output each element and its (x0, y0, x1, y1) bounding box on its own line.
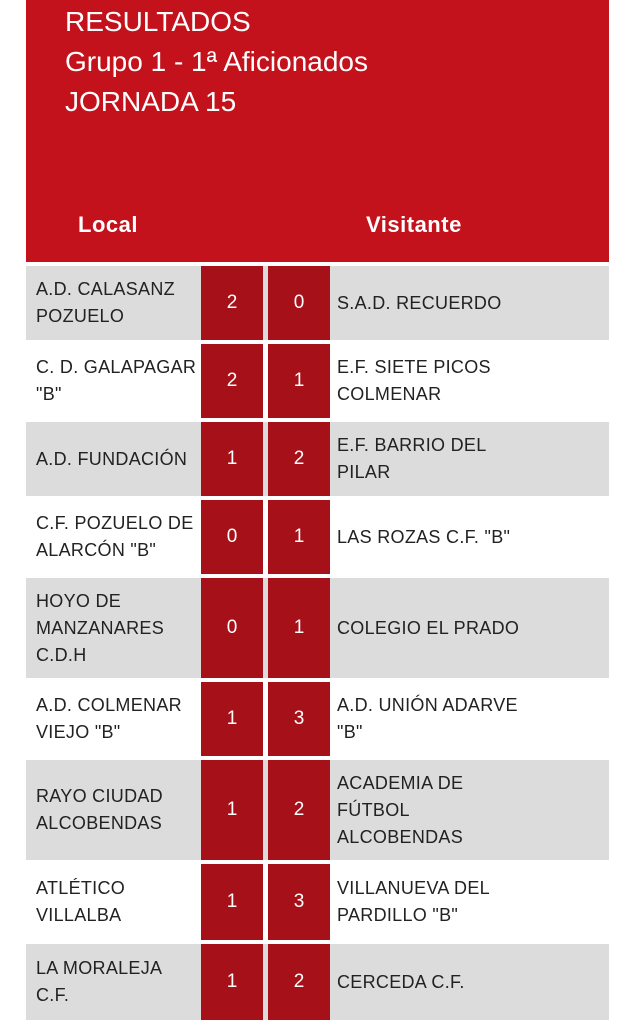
table-row (26, 682, 609, 756)
local-team: LA MORALEJA C.F. (36, 958, 162, 1005)
local-team: A.D. CALASANZ POZUELO (36, 279, 175, 326)
visitor-team: A.D. UNIÓN ADARVE "B" (337, 695, 518, 742)
round-label: JORNADA 15 (65, 86, 237, 117)
away-score: 2 (268, 422, 330, 496)
results-table (26, 0, 609, 1024)
home-score: 0 (201, 500, 263, 574)
home-score: 2 (201, 266, 263, 340)
away-score: 2 (268, 944, 330, 1020)
local-team: A.D. COLMENAR VIEJO "B" (36, 695, 182, 742)
table-row (26, 864, 609, 940)
away-score: 0 (268, 266, 330, 340)
table-row (26, 944, 609, 1020)
visitor-team: E.F. BARRIO DEL PILAR (337, 435, 486, 482)
away-score: 3 (268, 682, 330, 756)
table-row (26, 760, 609, 860)
away-score: 3 (268, 864, 330, 940)
visitor-team: ACADEMIA DE FÚTBOL ALCOBENDAS (337, 772, 464, 847)
group-label: Grupo 1 - 1ª Aficionados (65, 46, 368, 77)
home-score: 0 (201, 578, 263, 678)
table-row (26, 422, 609, 496)
page-title: RESULTADOS (65, 6, 251, 37)
local-team: ATLÉTICO VILLALBA (36, 878, 126, 925)
visitor-team: E.F. SIETE PICOS COLMENAR (337, 357, 491, 404)
away-score: 2 (268, 760, 330, 860)
visitor-team: LAS ROZAS C.F. "B" (337, 526, 511, 547)
away-score: 1 (268, 344, 330, 418)
table-row (26, 500, 609, 574)
local-team: C. D. GALAPAGAR "B" (36, 357, 197, 404)
visitor-team: COLEGIO EL PRADO (337, 617, 520, 638)
local-team: A.D. FUNDACIÓN (36, 448, 188, 469)
local-team: HOYO DE MANZANARES C.D.H (36, 590, 165, 665)
visitor-team: S.A.D. RECUERDO (337, 292, 502, 313)
local-team: C.F. POZUELO DE ALARCÓN "B" (36, 513, 194, 560)
column-header-visitor: Visitante (366, 212, 462, 237)
home-score: 1 (201, 422, 263, 496)
table-row (26, 266, 609, 340)
visitor-team: CERCEDA C.F. (337, 971, 465, 992)
results-card (26, 0, 609, 1024)
away-score: 1 (268, 578, 330, 678)
local-team: RAYO CIUDAD ALCOBENDAS (36, 786, 163, 833)
table-row (26, 578, 609, 678)
home-score: 1 (201, 944, 263, 1020)
home-score: 1 (201, 682, 263, 756)
home-score: 1 (201, 864, 263, 940)
table-row (26, 344, 609, 418)
home-score: 2 (201, 344, 263, 418)
home-score: 1 (201, 760, 263, 860)
column-header-local: Local (78, 212, 138, 237)
away-score: 1 (268, 500, 330, 574)
visitor-team: VILLANUEVA DEL PARDILLO "B" (337, 878, 490, 925)
